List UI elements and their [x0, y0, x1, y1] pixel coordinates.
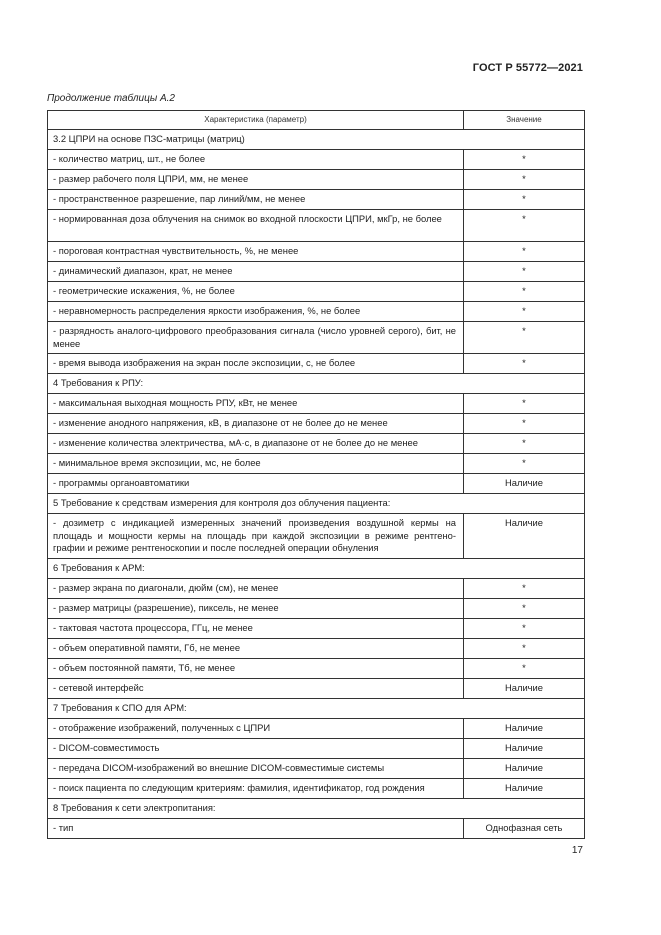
value-cell: *: [464, 434, 585, 454]
value-cell: *: [464, 394, 585, 414]
table-row: [48, 474, 585, 494]
parameter-cell: - передача DICOM-изображений во внешние DICOM-совместимые системы: [48, 758, 464, 778]
value-cell: Наличие: [464, 678, 585, 698]
parameter-cell: - сетевой интерфейс: [48, 678, 464, 698]
table-row: [48, 354, 585, 374]
value-cell: *: [464, 322, 585, 354]
parameter-cell: - объем оперативной памяти, Гб, не менее: [48, 638, 464, 658]
parameter-cell: - тип: [48, 818, 464, 838]
parameter-cell: - изменение анодного напряжения, кВ, в диапазоне от не более до не менее: [48, 414, 464, 434]
table-row: [48, 414, 585, 434]
parameter-cell: - программы органоавтоматики: [48, 474, 464, 494]
table-row: [48, 618, 585, 638]
value-cell: Наличие: [464, 778, 585, 798]
value-cell: *: [464, 414, 585, 434]
specification-table: [47, 110, 585, 839]
value-cell: *: [464, 170, 585, 190]
section-title: 3.2 ЦПРИ на основе ПЗС-матрицы (матриц): [48, 130, 585, 150]
table-row: [48, 718, 585, 738]
table-body: [48, 130, 585, 839]
value-cell: *: [464, 598, 585, 618]
table-row: [48, 758, 585, 778]
parameter-cell: - пространственное разрешение, пар линий/мм, не менее: [48, 190, 464, 210]
parameter-cell: - DICOM-совместимость: [48, 738, 464, 758]
value-cell: *: [464, 150, 585, 170]
value-cell: *: [464, 354, 585, 374]
value-cell: Наличие: [464, 758, 585, 778]
table-section-row: [48, 494, 585, 514]
value-cell: *: [464, 242, 585, 262]
parameter-cell: - размер экрана по диагонали, дюйм (см), не менее: [48, 578, 464, 598]
section-title: 7 Требования к СПО для АРМ:: [48, 698, 585, 718]
parameter-cell: - тактовая частота процессора, ГГц, не менее: [48, 618, 464, 638]
table-row: [48, 434, 585, 454]
section-title: 8 Требования к сети электропитания:: [48, 798, 585, 818]
parameter-cell: - количество матриц, шт., не более: [48, 150, 464, 170]
section-title: 6 Требования к АРМ:: [48, 558, 585, 578]
value-cell: *: [464, 658, 585, 678]
value-cell: Наличие: [464, 738, 585, 758]
table-row: [48, 738, 585, 758]
parameter-cell: - поиск пациента по следующим критериям: фамилия, идентификатор, год рождения: [48, 778, 464, 798]
table-row: [48, 262, 585, 282]
parameter-cell: - минимальное время экспозиции, мс, не более: [48, 454, 464, 474]
parameter-cell: - геометрические искажения, %, не более: [48, 282, 464, 302]
value-cell: *: [464, 302, 585, 322]
value-cell: *: [464, 210, 585, 242]
table-section-row: [48, 798, 585, 818]
table-row: [48, 638, 585, 658]
value-cell: *: [464, 638, 585, 658]
parameter-cell: - пороговая контрастная чувствительность, %, не менее: [48, 242, 464, 262]
value-cell: *: [464, 618, 585, 638]
parameter-cell: - динамический диапазон, крат, не менее: [48, 262, 464, 282]
section-title: 4 Требования к РПУ:: [48, 374, 585, 394]
table-row: [48, 514, 585, 559]
value-cell: Однофазная сеть: [464, 818, 585, 838]
header-value: Значение: [464, 111, 585, 130]
table-row: [48, 210, 585, 242]
table-row: [48, 678, 585, 698]
table-row: [48, 778, 585, 798]
parameter-cell: - разрядность аналого-цифрового преобразования сигнала (число уровней серого), бит, не менее: [48, 322, 464, 354]
table-caption: Продолжение таблицы А.2: [47, 93, 175, 104]
parameter-cell: - объем постоянной памяти, Тб, не менее: [48, 658, 464, 678]
value-cell: *: [464, 578, 585, 598]
parameter-cell: - дозиметр с индикацией измеренных значений произведения воздушной кермы на площадь и мощности кермы на площадь при каждой экспозиции в режиме рентгено-графии и режиме рентгеноскопии и после последней операции обнуления: [48, 514, 464, 559]
value-cell: *: [464, 282, 585, 302]
table-row: [48, 150, 585, 170]
table-row: [48, 578, 585, 598]
table-row: [48, 598, 585, 618]
value-cell: Наличие: [464, 718, 585, 738]
table-row: [48, 454, 585, 474]
parameter-cell: - отображение изображений, полученных с ЦПРИ: [48, 718, 464, 738]
parameter-cell: - неравномерность распределения яркости изображения, %, не более: [48, 302, 464, 322]
section-title: 5 Требование к средствам измерения для контроля доз облучения пациента:: [48, 494, 585, 514]
table-row: [48, 818, 585, 838]
table-row: [48, 242, 585, 262]
table-row: [48, 394, 585, 414]
header-parameter: Характеристика (параметр): [48, 111, 464, 130]
table-row: [48, 658, 585, 678]
value-cell: *: [464, 454, 585, 474]
table-header-row: [48, 111, 585, 130]
value-cell: Наличие: [464, 474, 585, 494]
value-cell: *: [464, 262, 585, 282]
table-row: [48, 302, 585, 322]
table-section-row: [48, 698, 585, 718]
value-cell: Наличие: [464, 514, 585, 559]
table-row: [48, 282, 585, 302]
parameter-cell: - размер матрицы (разрешение), пиксель, не менее: [48, 598, 464, 618]
parameter-cell: - максимальная выходная мощность РПУ, кВт, не менее: [48, 394, 464, 414]
table-section-row: [48, 374, 585, 394]
value-cell: *: [464, 190, 585, 210]
table-section-row: [48, 130, 585, 150]
table-section-row: [48, 558, 585, 578]
table-row: [48, 322, 585, 354]
parameter-cell: - нормированная доза облучения на снимок во входной плоскости ЦПРИ, мкГр, не более: [48, 210, 464, 242]
parameter-cell: - время вывода изображения на экран после экспозиции, с, не более: [48, 354, 464, 374]
parameter-cell: - размер рабочего поля ЦПРИ, мм, не менее: [48, 170, 464, 190]
page-number: 17: [571, 845, 583, 856]
parameter-cell: - изменение количества электричества, мА·с, в диапазоне от не более до не менее: [48, 434, 464, 454]
document-standard-number: ГОСТ Р 55772—2021: [472, 62, 583, 74]
table-row: [48, 190, 585, 210]
table-row: [48, 170, 585, 190]
